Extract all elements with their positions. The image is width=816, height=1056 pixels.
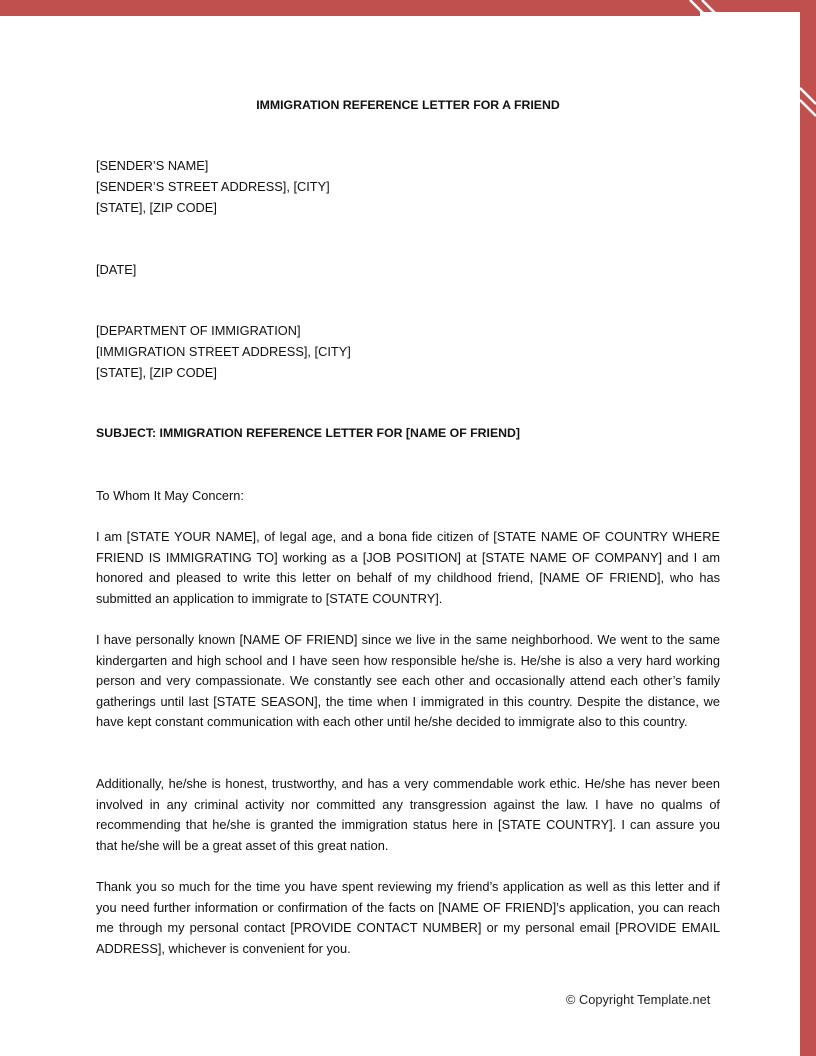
sender-name: [SENDER’S NAME] [96, 158, 209, 173]
header-accent-bar [0, 0, 816, 16]
recipient-state-zip: [STATE], [ZIP CODE] [96, 365, 217, 380]
paragraph: I have personally known [NAME OF FRIEND] since we live in the same neighborhood. We went to the same kindergarten and high school and I have seen how responsible he/she is. He/she is also a very hard working person and very compassionate. We constantly see each other and occasionally attend each other’s family gatherings until last [STATE SEASON], the time when I immigrated in this country. Despite the distance, we have kept constant communication with each other until he/she decided to immigrate also to this country. [96, 632, 720, 730]
letter-date: [DATE] [96, 262, 137, 277]
sender-address: [SENDER’S STREET ADDRESS], [CITY] [96, 179, 330, 194]
document-title: IMMIGRATION REFERENCE LETTER FOR A FRIEND [256, 98, 560, 112]
sender-state-zip: [STATE], [ZIP CODE] [96, 200, 217, 215]
salutation: To Whom It May Concern: [96, 488, 244, 503]
recipient-name: [DEPARTMENT OF IMMIGRATION] [96, 323, 301, 338]
right-accent-bar [800, 0, 816, 1056]
subject-line: SUBJECT: IMMIGRATION REFERENCE LETTER FOR [NAME OF FRIEND] [96, 426, 521, 440]
paragraph: Thank you so much for the time you have spent reviewing my friend’s application as well as this letter and if you need further information or confirmation of the facts on [NAME OF FRIEND]’s application, you can reach me through my personal contact [PROVIDE CONTACT NUMBER] or my personal email [PROVIDE EMAIL ADDRESS], whichever is convenient for you. [96, 879, 720, 956]
page-corner [700, 12, 800, 18]
copyright-notice: © Copyright Template.net [566, 992, 711, 1007]
paragraph: I am [STATE YOUR NAME], of legal age, and a bona fide citizen of [STATE NAME OF COUNTRY WHERE FRIEND IS IMMIGRATING TO] working as a [JOB POSITION] at [STATE NAME OF COMPANY] and I am honored and pleased to write this letter on behalf of my childhood friend, [NAME OF FRIEND], who has submitted an application to immigrate to [STATE COUNTRY]. [96, 529, 720, 606]
recipient-address: [IMMIGRATION STREET ADDRESS], [CITY] [96, 344, 351, 359]
paragraph: Additionally, he/she is honest, trustworthy, and has a very commendable work ethic. He/she has never been involved in any criminal activity nor committed any transgression against the law. I have no qualms of recommending that he/she is granted the immigration status here in [STATE COUNTRY]. I can assure you that he/she will be a great asset of this great nation. [96, 776, 720, 853]
